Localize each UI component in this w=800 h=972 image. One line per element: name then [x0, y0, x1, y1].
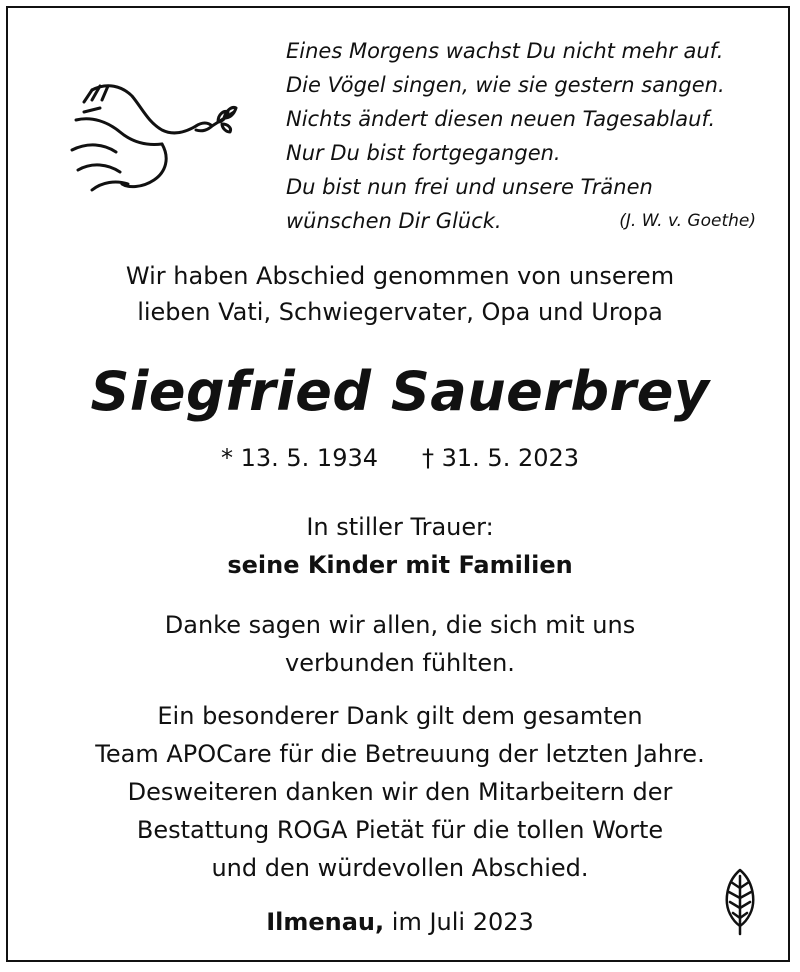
place-city: Ilmenau, — [266, 908, 385, 936]
mourners-names: seine Kinder mit Familien — [227, 551, 573, 579]
leaf-icon — [720, 866, 760, 936]
thanks-line: verbunden fühlten. — [285, 649, 515, 677]
thanks-block-1 — [0, 606, 800, 682]
poem-line: Eines Morgens wachst Du nicht mehr auf. — [286, 39, 724, 63]
thanks-block-2 — [0, 697, 800, 887]
poem-line: wünschen Dir Glück. — [286, 209, 502, 233]
poem-line: Du bist nun frei und unsere Tränen — [286, 175, 653, 199]
thanks-line: Team APOCare für die Betreuung der letzten Jahre. — [95, 740, 705, 768]
intro-line: Wir haben Abschied genommen von unserem — [125, 262, 675, 290]
dove-icon — [62, 72, 242, 212]
thanks-line: und den würdevollen Abschied. — [211, 854, 589, 882]
place-date-text: im Juli 2023 — [384, 908, 534, 936]
poem-last-line — [286, 204, 756, 238]
mourning-heading: In stiller Trauer: — [306, 513, 494, 541]
thanks-line: Ein besonderer Dank gilt dem gesamten — [157, 702, 643, 730]
life-dates — [0, 438, 800, 478]
deceased-name: Siegfried Sauerbrey — [90, 360, 710, 423]
poem-line: Nur Du bist fortgegangen. — [286, 141, 561, 165]
mourners — [0, 508, 800, 584]
poem-line: Nichts ändert diesen neuen Tagesablauf. — [286, 107, 716, 131]
place-date — [0, 904, 800, 940]
thanks-line: Bestattung ROGA Pietät für die tollen Worte — [136, 816, 664, 844]
poem — [286, 34, 766, 238]
thanks-line: Desweiteren danken wir den Mitarbeitern der — [127, 778, 673, 806]
death-date: † 31. 5. 2023 — [422, 444, 580, 472]
intro-line: lieben Vati, Schwiegervater, Opa und Uropa — [137, 298, 663, 326]
birth-date: * 13. 5. 1934 — [220, 444, 378, 472]
poem-attribution: (J. W. v. Goethe) — [619, 211, 756, 231]
intro-text — [0, 258, 800, 330]
thanks-line: Danke sagen wir allen, die sich mit uns — [164, 611, 636, 639]
poem-line: Die Vögel singen, wie sie gestern sangen. — [286, 73, 725, 97]
